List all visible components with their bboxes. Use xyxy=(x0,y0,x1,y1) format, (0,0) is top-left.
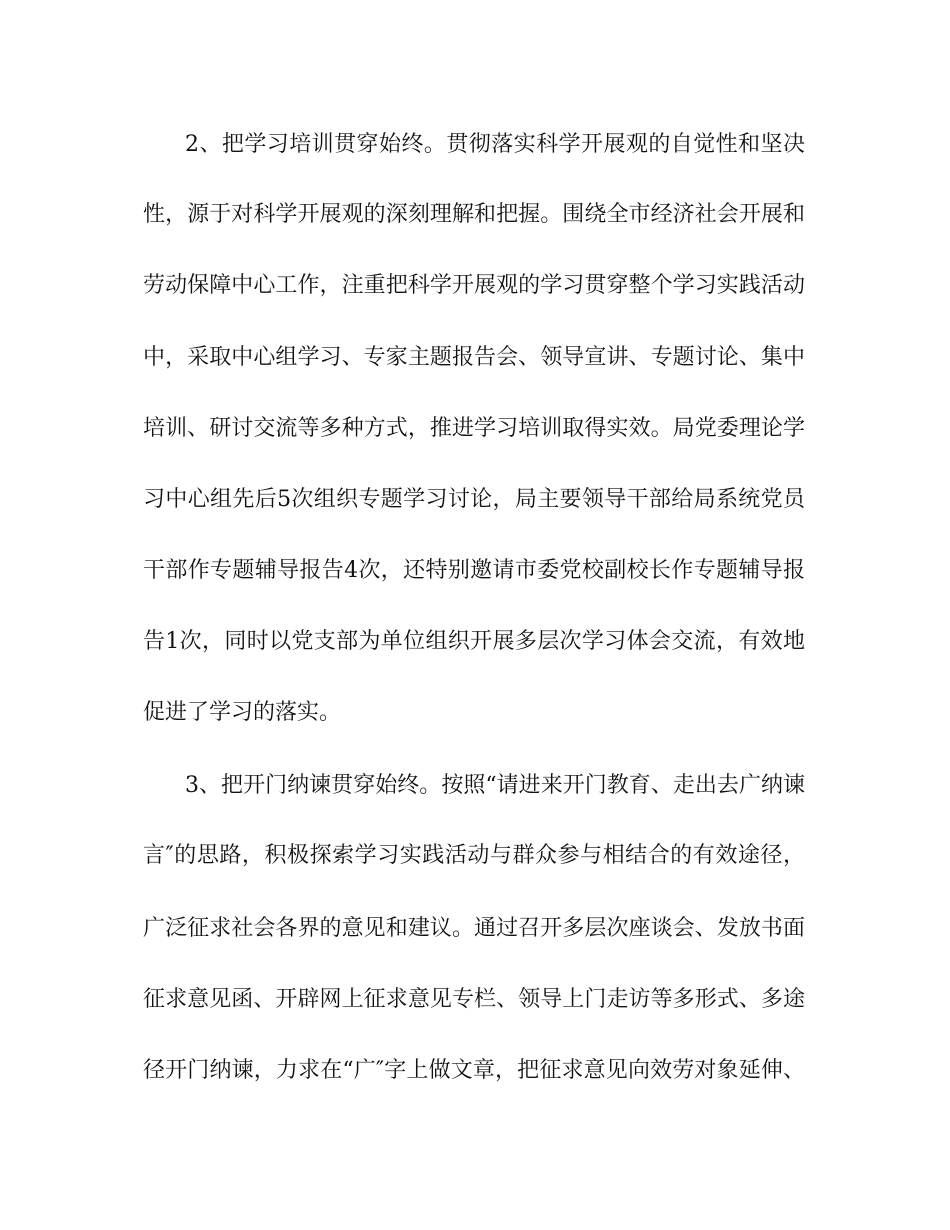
text-line: 干部作专题辅导报告4次，还特别邀请市委党校副校长作专题辅导报 xyxy=(143,558,805,583)
text-line: 习中心组先后5次组织专题学习讨论，局主要领导干部给局系统党员 xyxy=(143,487,805,512)
text-line: 3、把开门纳谏贯穿始终。按照“请进来开门教育、走出去广纳谏 xyxy=(185,773,805,798)
text-line: 征求意见函、开辟网上征求意见专栏、领导上门走访等多形式、多途 xyxy=(143,987,805,1012)
text-line: 2、把学习培训贯穿始终。贯彻落实科学开展观的自觉性和坚决 xyxy=(185,132,805,157)
text-line: 促进了学习的落实。 xyxy=(143,700,342,725)
text-line: 劳动保障中心工作，注重把科学开展观的学习贯穿整个学习实践活动 xyxy=(143,273,805,298)
text-line: 中，采取中心组学习、专家主题报告会、领导宣讲、专题讨论、集中 xyxy=(143,345,805,370)
text-line: 言″的思路，积极探索学习实践活动与群众参与相结合的有效途径， xyxy=(143,843,805,868)
text-line: 告1次，同时以党支部为单位组织开展多层次学习体会交流，有效地 xyxy=(143,629,805,654)
text-line: 性，源于对科学开展观的深刻理解和把握。围绕全市经济社会开展和 xyxy=(143,202,805,227)
text-line: 培训、研讨交流等多种方式，推进学习培训取得实效。局党委理论学 xyxy=(143,416,805,441)
text-line: 径开门纳谏，力求在“广″字上做文章，把征求意见向效劳对象延伸、 xyxy=(143,1058,805,1083)
text-line: 广泛征求社会各界的意见和建议。通过召开多层次座谈会、发放书面 xyxy=(143,916,805,941)
